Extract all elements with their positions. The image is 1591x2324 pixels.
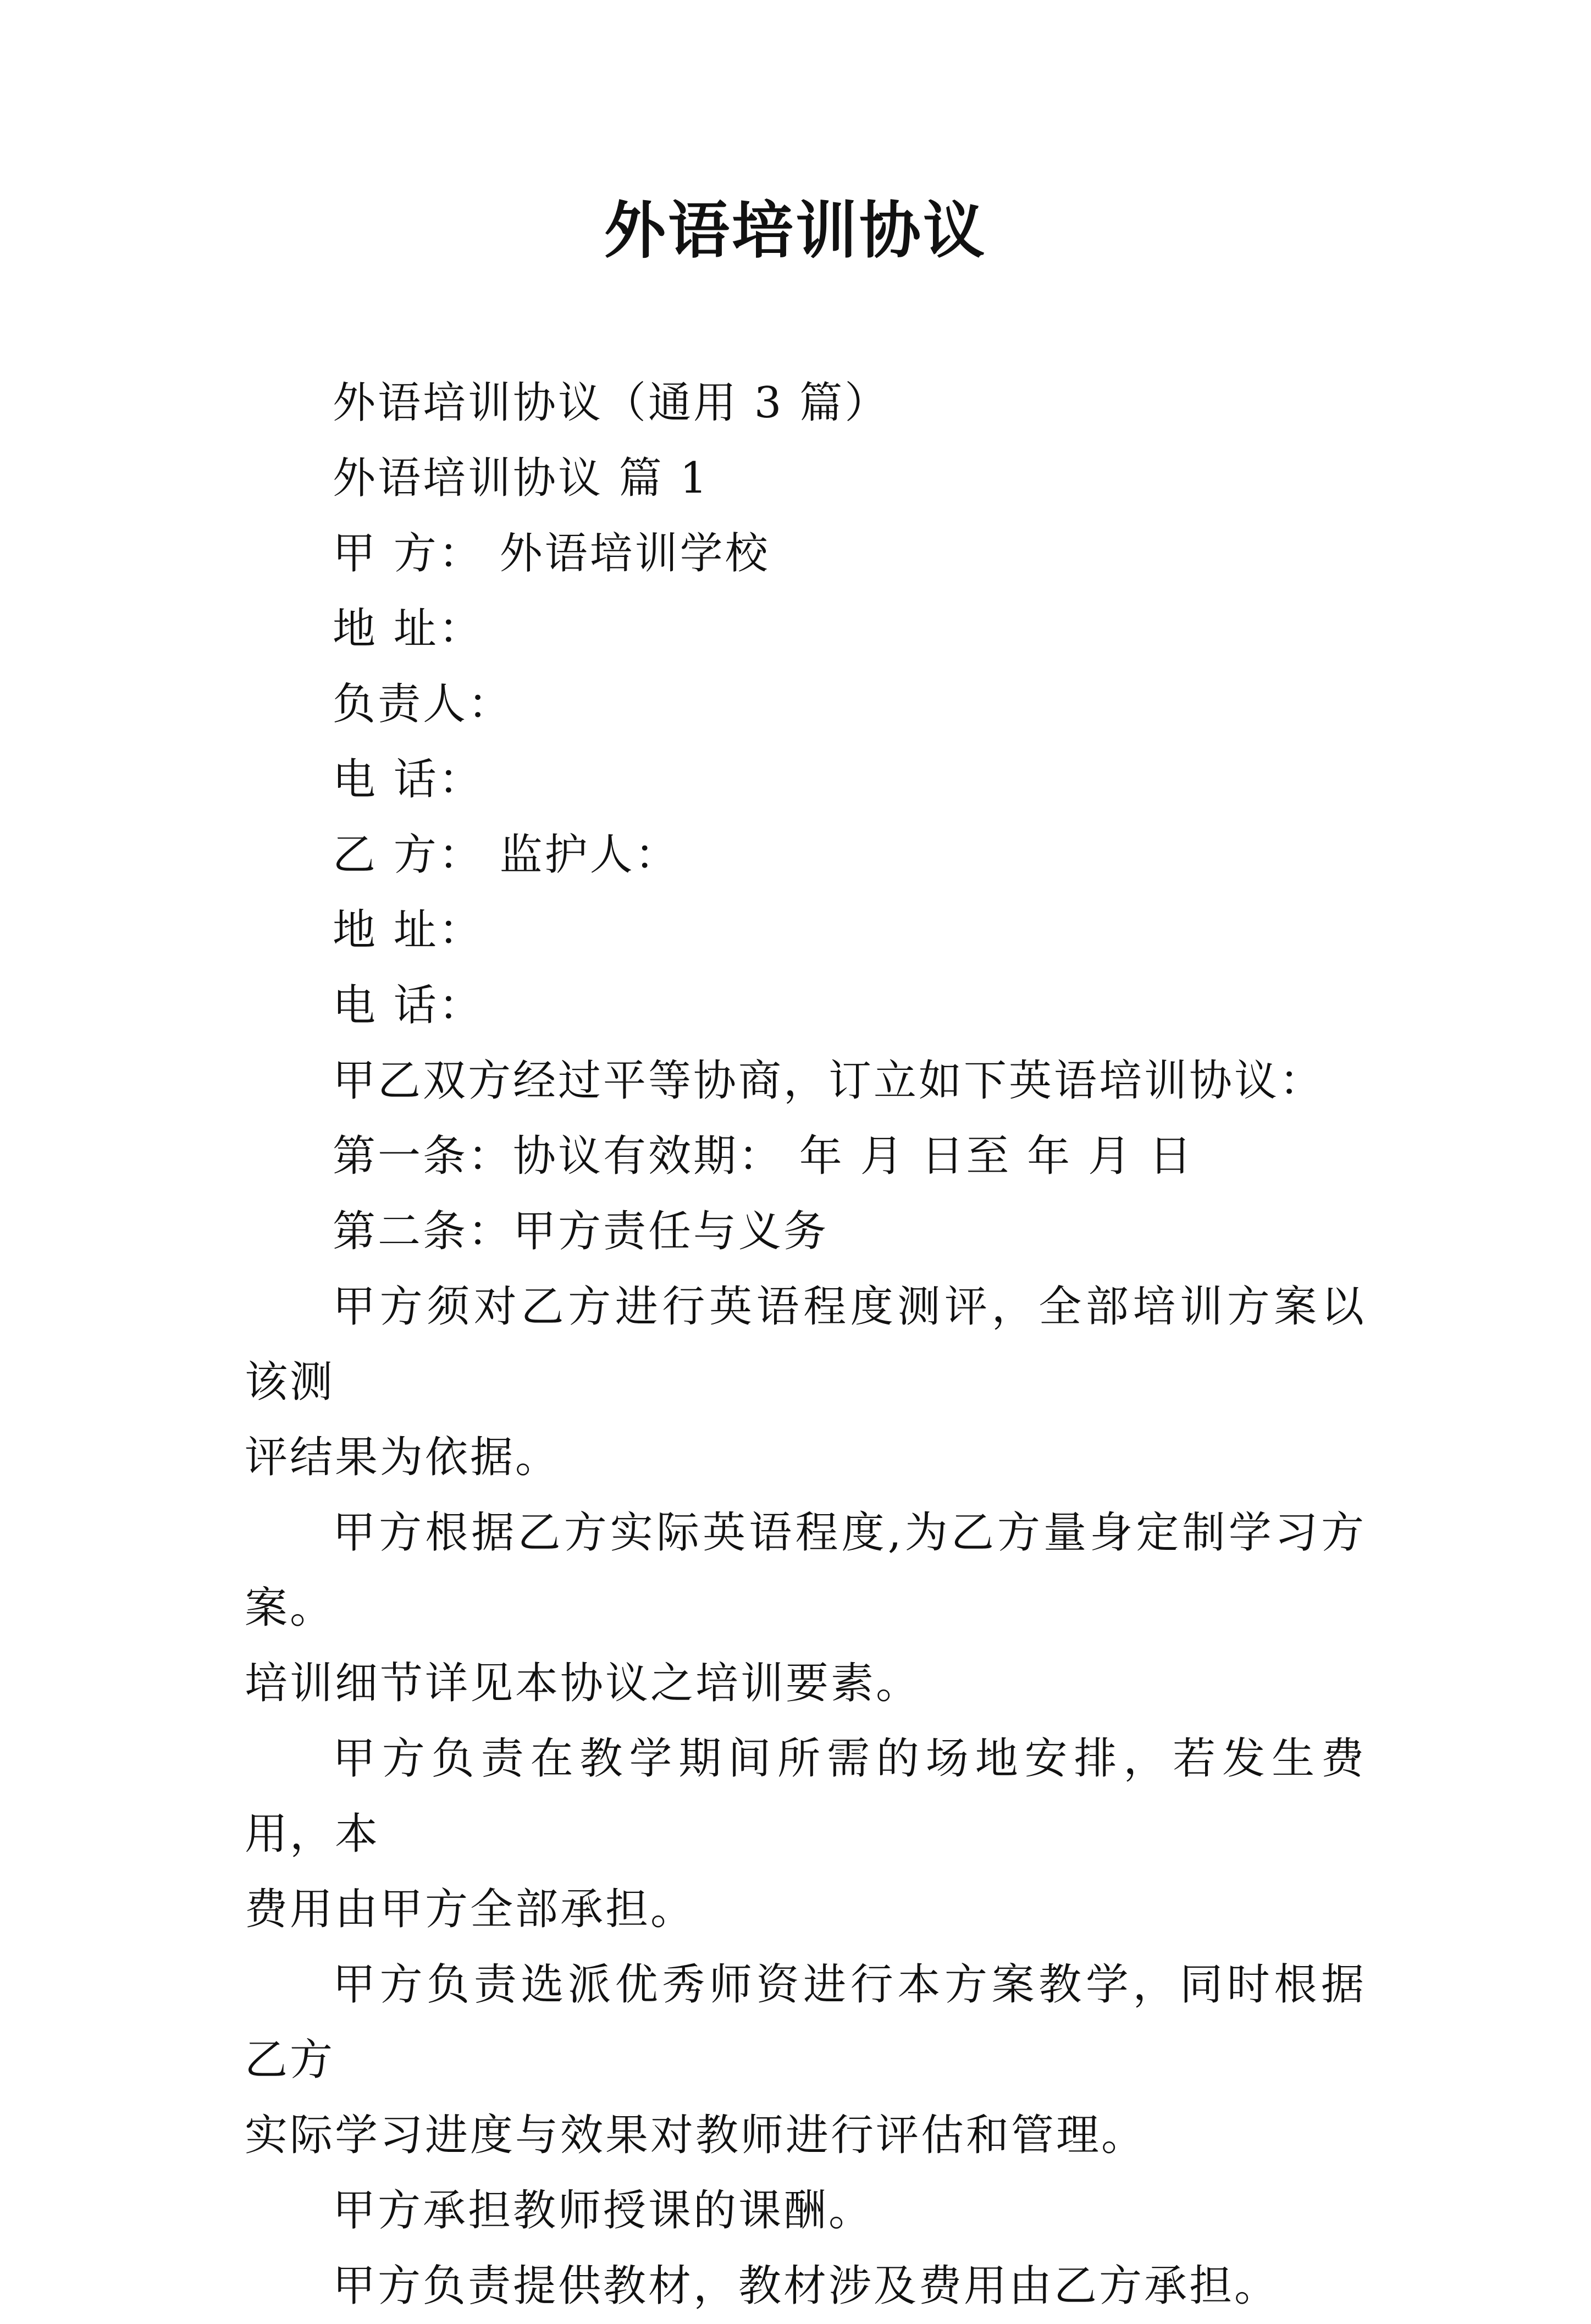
paragraph <box>245 1947 1366 2173</box>
party-b-line: 乙 方： 监护人： <box>333 830 680 880</box>
party-a-person-in-charge: 负责人： <box>333 680 513 729</box>
paragraph <box>245 1269 1366 1495</box>
party-b-address: 地 址： <box>333 906 484 955</box>
section-heading: 外语培训协议 篇 1 <box>333 454 710 503</box>
paragraph-line: 甲方负责选派优秀师资进行本方案教学，同时根据乙方 <box>245 1960 1366 2085</box>
article-1: 第一条：协议有效期： 年 月 日至 年 月 日 <box>333 1131 1194 1181</box>
document-title: 外语培训协议 <box>604 195 987 267</box>
party-a-address: 地 址： <box>333 604 484 654</box>
paragraph-line: 甲方负责在教学期间所需的场地安排，若发生费用，本 <box>245 1734 1366 1859</box>
tail-line: 甲方承担教师授课的课酬。 <box>333 2186 874 2235</box>
paragraph-line: 培训细节详见本协议之培训要素。 <box>245 1659 921 1708</box>
paragraph-line: 实际学习进度与效果对教师进行评估和管理。 <box>245 2111 1147 2160</box>
document-body <box>245 366 1366 2324</box>
paragraph-line: 甲方根据乙方实际英语程度,为乙方量身定制学习方案。 <box>245 1508 1366 1633</box>
paragraph <box>245 1495 1366 1721</box>
paragraph-line: 评结果为依据。 <box>245 1433 561 1482</box>
article-2-heading: 第二条：甲方责任与义务 <box>333 1207 829 1256</box>
party-a-line: 甲 方： 外语培训学校 <box>333 529 770 578</box>
tail-line: 甲方负责提供教材，教材涉及费用由乙方承担。 <box>333 2261 1280 2311</box>
paragraph-line: 甲方须对乙方进行英语程度测评，全部培训方案以该测 <box>245 1282 1366 1407</box>
paragraph-line: 费用由甲方全部承担。 <box>245 1885 696 1934</box>
party-a-phone: 电 话： <box>333 755 484 804</box>
party-b-phone: 电 话： <box>333 981 484 1030</box>
subtitle-line: 外语培训协议（通用 3 篇） <box>333 378 890 428</box>
agreement-intro: 甲乙双方经过平等协商，订立如下英语培训协议： <box>333 1056 1325 1106</box>
paragraph <box>245 1721 1366 1947</box>
